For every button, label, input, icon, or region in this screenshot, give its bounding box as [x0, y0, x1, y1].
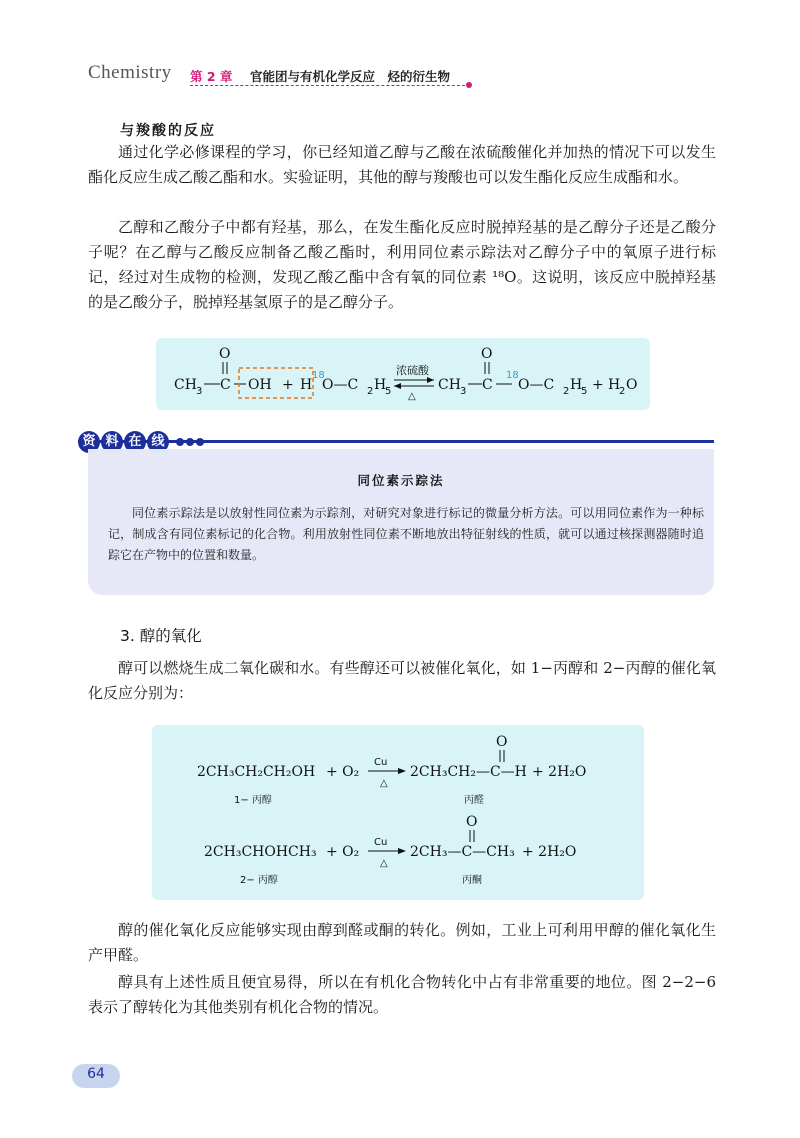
eq-o-c2h5: O—C: [322, 377, 359, 393]
eq-carbonyl-o: O: [219, 346, 231, 362]
svg-text:2: 2: [563, 386, 570, 397]
oxidation-equations: [152, 725, 644, 900]
svg-text:△: △: [380, 858, 388, 869]
eq-isotope-2: 18: [506, 370, 519, 381]
svg-text:△: △: [380, 778, 388, 789]
svg-text:2: 2: [619, 386, 626, 397]
svg-text:+ O₂: + O₂: [326, 844, 360, 860]
header-dot: [466, 82, 472, 88]
eq-isotope-1: 18: [312, 370, 325, 381]
svg-text:Cu: Cu: [374, 837, 388, 848]
paragraph-esterification: 通过化学必修课程的学习，你已经知道乙醇与乙酸在浓硫酸催化并加热的情况下可以发生酯化反应生成乙酸乙酯和水。实验证明，其他的醇与羧酸也可以发生酯化反应生成酯和水。: [88, 143, 716, 186]
svg-text:H: H: [374, 377, 387, 393]
info-dot: [176, 438, 184, 446]
info-band: [78, 440, 714, 443]
header-chapter: 第 2 章: [190, 69, 233, 84]
svg-text:3: 3: [460, 386, 467, 397]
info-text: 同位素示踪法是以放射性同位素为示踪剂，对研究对象进行标记的微量分析方法。可以用同位素作为一种标记，制成含有同位素标记的化合物。利用放射性同位素不断地放出特征射线的性质，就可以通过核探测器随时追踪它在产物中的位置和数量。: [108, 506, 704, 562]
ox1-product-name: 丙醛: [464, 795, 484, 806]
eq-sub3: 3: [196, 386, 203, 397]
ox1-reactant-name: 1− 丙醇: [234, 795, 272, 806]
svg-text:2: 2: [367, 386, 374, 397]
ox2-product-name: 丙酮: [462, 875, 482, 886]
svg-text:O: O: [481, 346, 493, 362]
svg-text:+: +: [592, 377, 604, 393]
svg-text:CH: CH: [438, 377, 461, 393]
header-subject: Chemistry: [88, 62, 172, 83]
info-title: 同位素示踪法: [357, 473, 445, 488]
svg-text:H: H: [570, 377, 583, 393]
eq-condition: △: [408, 391, 416, 402]
page-number: 64: [72, 1064, 120, 1088]
svg-text:+ O₂: + O₂: [326, 764, 360, 780]
svg-text:O: O: [466, 814, 478, 830]
subsection-title: 与羧酸的反应: [120, 123, 216, 139]
paragraph-oxidation-intro: 醇可以燃烧生成二氧化碳和水。有些醇还可以被催化氧化，如 1−丙醇和 2−丙醇的催化氧化反应分别为：: [88, 659, 716, 702]
paragraph-isotope: 乙醇和乙酸分子中都有羟基，那么，在发生酯化反应时脱掉羟基的是乙醇分子还是乙酸分子呢？在乙醇与乙酸反应制备乙酸乙酯时，利用同位素示踪法对乙醇分子中的氧原子进行标记，经过对生成物的检测，发现乙酸乙酯中含有氧的同位素 ¹⁸O。这说明，该反应中脱掉羟基的是乙酸分子，脱掉羟基氢原子的是乙醇分子。: [88, 218, 716, 311]
paragraph-alcohol-role: 醇具有上述性质且便宜易得，所以在有机化合物转化中占有非常重要的地位。图 2−2−6 表示了醇转化为其他类别有机化合物的情况。: [88, 973, 716, 1016]
svg-text:O: O: [496, 734, 508, 750]
eq-water: H: [608, 377, 621, 393]
ox2-product: 2CH₃—C—CH₃: [410, 844, 515, 860]
svg-text:+ 2H₂O: + 2H₂O: [532, 764, 587, 780]
svg-text:5: 5: [581, 386, 588, 397]
ox2-reactant: 2CH₃CHOHCH₃: [204, 844, 317, 860]
ox2-reactant-name: 2− 丙醇: [240, 875, 278, 886]
svg-text:Cu: Cu: [374, 757, 388, 768]
info-dot: [196, 438, 204, 446]
ox1-reactant: 2CH₃CH₂CH₂OH: [197, 764, 316, 780]
eq-h: H: [300, 377, 313, 393]
header-title: 官能团与有机化学反应 烃的衍生物: [250, 69, 451, 84]
header-divider: [190, 85, 470, 86]
ox1-product: 2CH₃CH₂—C—H: [410, 764, 527, 780]
info-box: [88, 449, 714, 595]
paragraph-catalytic-oxidation: 醇的催化氧化反应能够实现由醇到醛或酮的转化。例如，工业上可利用甲醇的催化氧化生产甲醛。: [88, 921, 716, 964]
svg-text:O: O: [626, 377, 638, 393]
eq-oh: OH: [248, 377, 272, 393]
svg-text:C: C: [220, 377, 231, 393]
section-heading: 3. 醇的氧化: [120, 627, 202, 645]
svg-text:+ 2H₂O: + 2H₂O: [522, 844, 577, 860]
info-dot: [186, 438, 194, 446]
svg-text:C: C: [482, 377, 493, 393]
eq-catalyst: 浓硫酸: [396, 364, 429, 377]
svg-text:5: 5: [385, 386, 392, 397]
svg-text:+: +: [282, 377, 294, 393]
eq-ch3: CH: [174, 377, 197, 393]
info-badge: 资 料 在 线: [78, 431, 172, 453]
esterification-equation: [156, 338, 650, 410]
svg-text:O—C: O—C: [518, 377, 555, 393]
